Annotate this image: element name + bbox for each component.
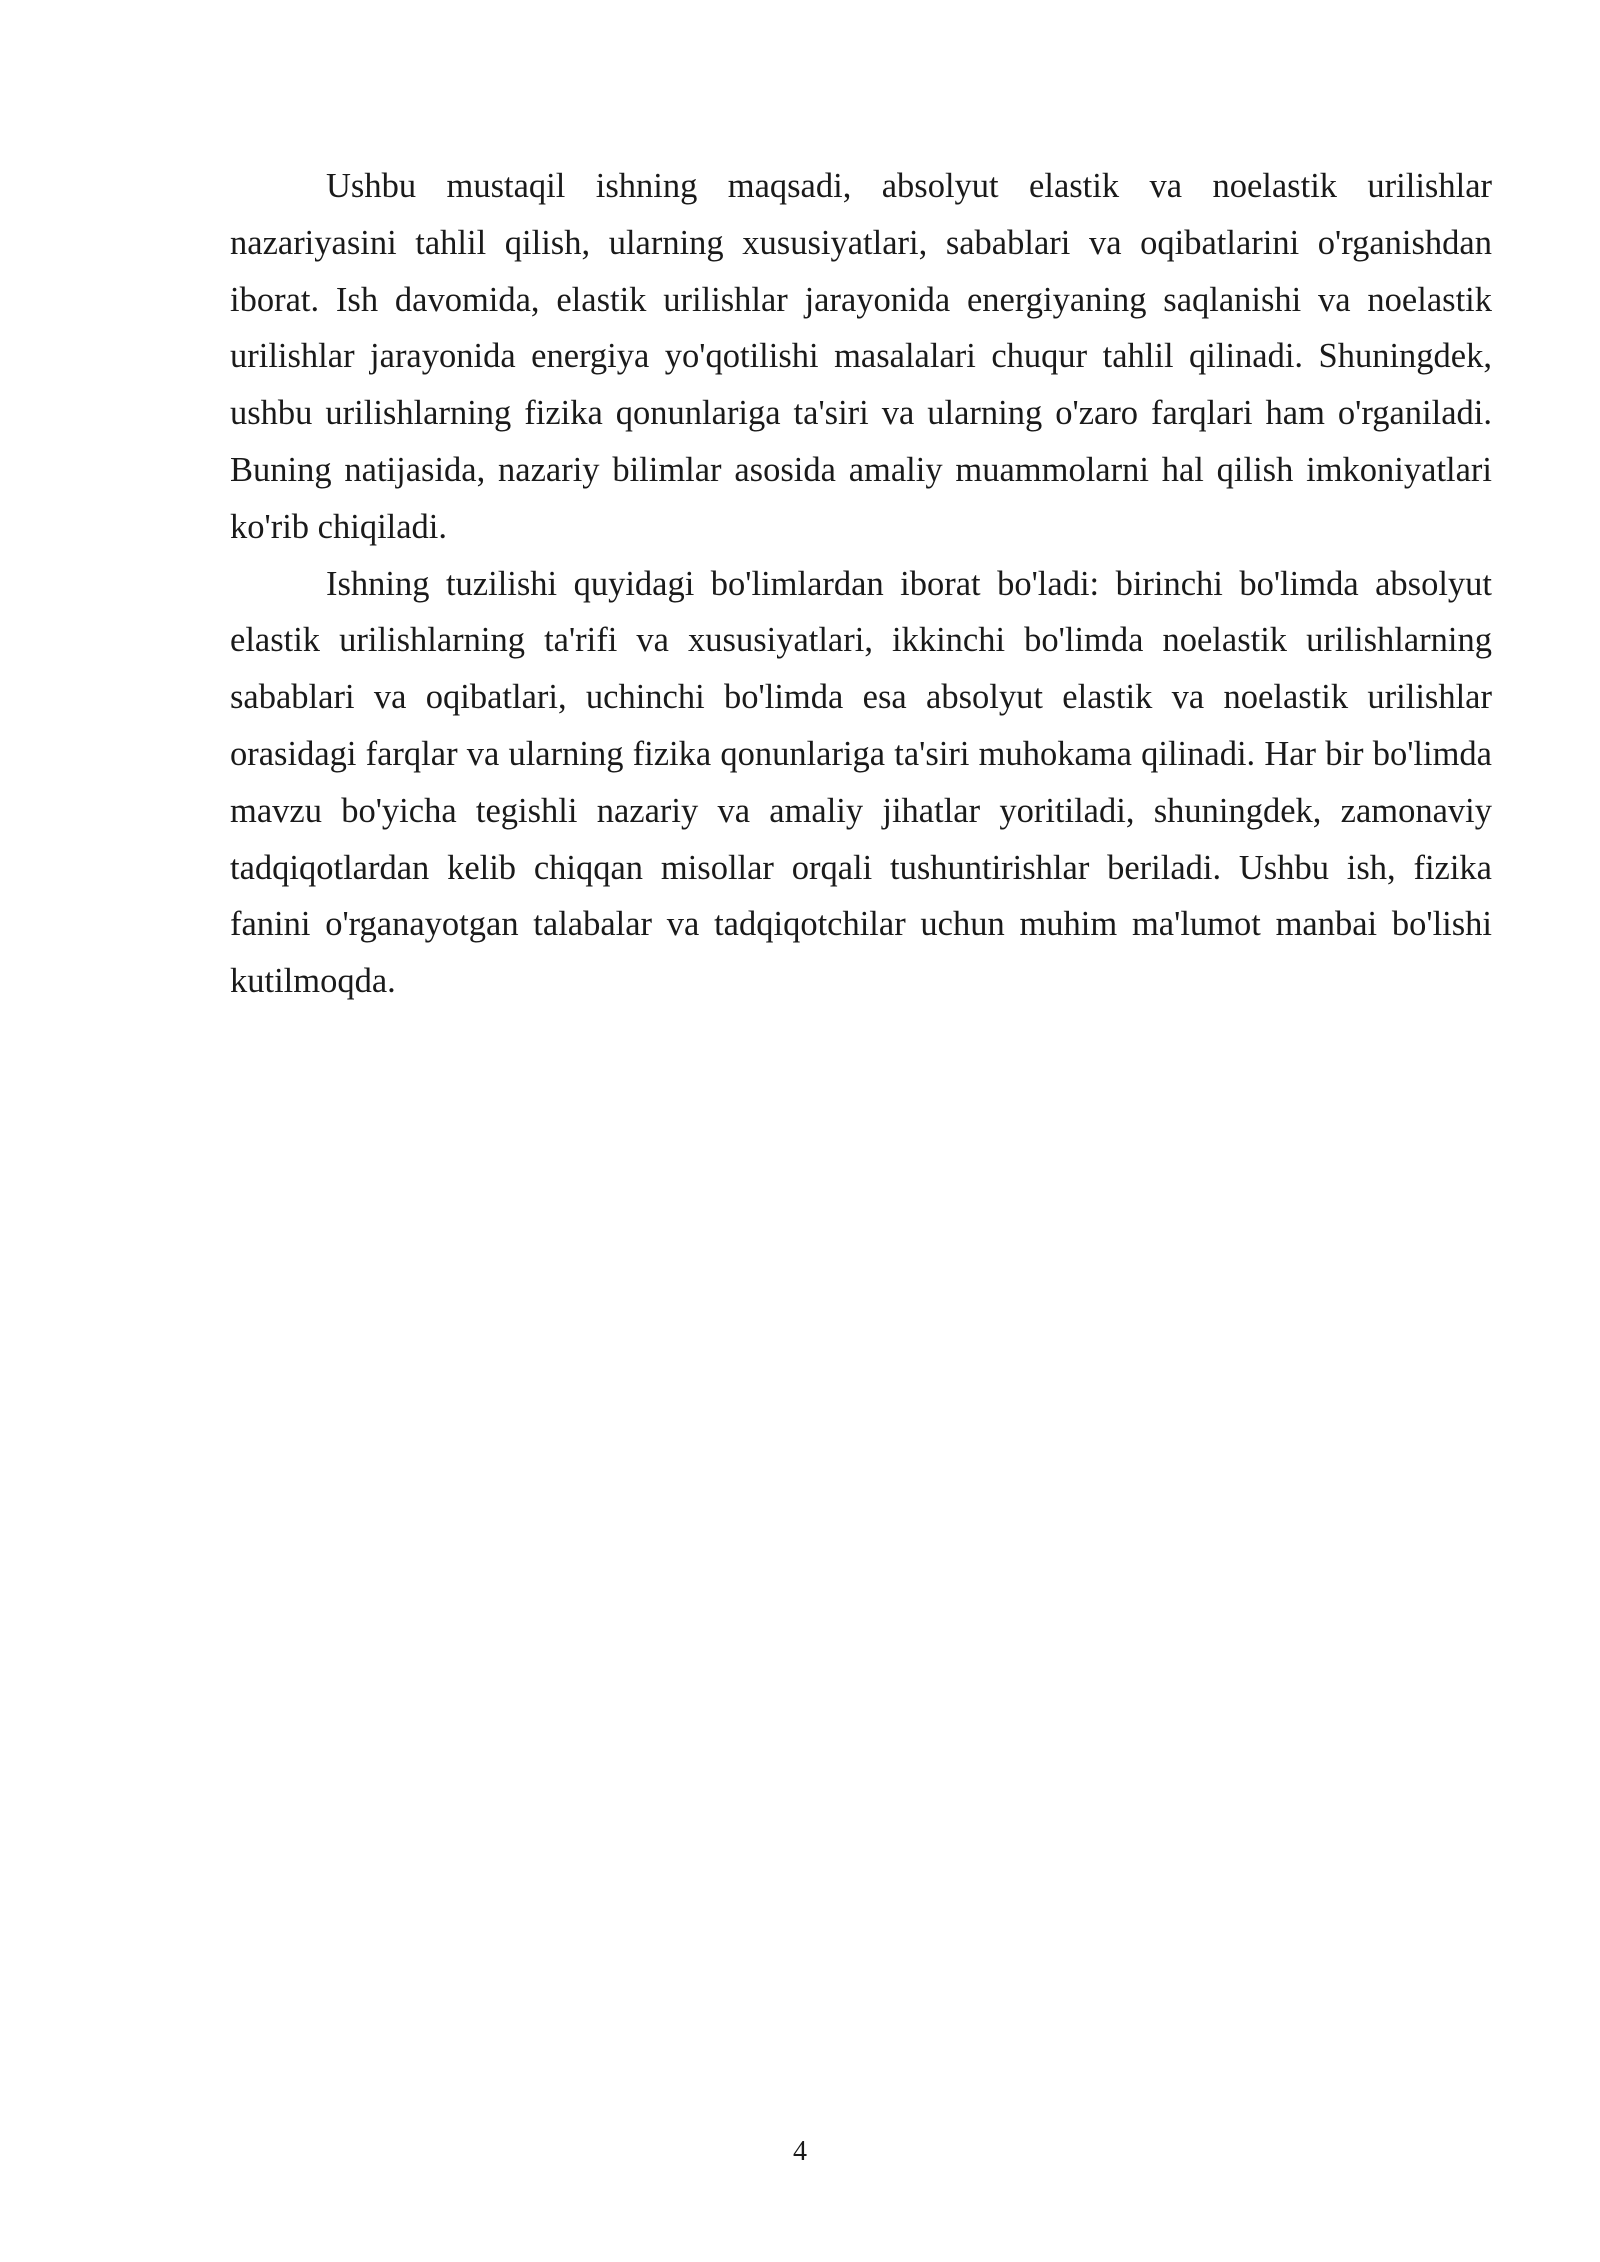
page-number: 4 <box>793 2136 807 2167</box>
paragraph-2: Ishning tuzilishi quyidagi bo'limlardan iborat bo'ladi: birinchi bo'limda absolyut elastik urilishlarning ta'rifi va xususiyatlari, ikkinchi bo'limda noelastik urilishlarning sabablari va oqibatlari, uchinchi bo'limda esa absolyut elastik va noelastik urilishlar orasidagi farqlar va ularning fizika qonunlariga ta'siri muhokama qilinadi. Har bir bo'limda mavzu bo'yicha tegishli nazariy va amaliy jihatlar yoritiladi, shuningdek, zamonaviy tadqiqotlardan kelib chiqqan misollar orqali tushuntirishlar beriladi. Ushbu ish, fizika fanini o'rganayotgan talabalar va tadqiqotchilar uchun muhim ma'lumot manbai bo'lishi kutilmoqda. <box>230 564 1492 1001</box>
paragraph-1: Ushbu mustaqil ishning maqsadi, absolyut elastik va noelastik urilishlar nazariyasini tahlil qilish, ularning xususiyatlari, sabablari va oqibatlarini o'rganishdan iborat. Ish davomida, elastik urilishlar jarayonida energiyaning saqlanishi va noelastik urilishlar jarayonida energiya yo'qotilishi masalalari chuqur tahlil qilinadi. Shuningdek, ushbu urilishlarning fizika qonunlariga ta'siri va ularning o'zaro farqlari ham o'rganiladi. Buning natijasida, nazariy bilimlar asosida amaliy muammolarni hal qilish imkoniyatlari ko'rib chiqiladi. <box>230 167 1492 546</box>
body-text <box>230 158 1492 1010</box>
